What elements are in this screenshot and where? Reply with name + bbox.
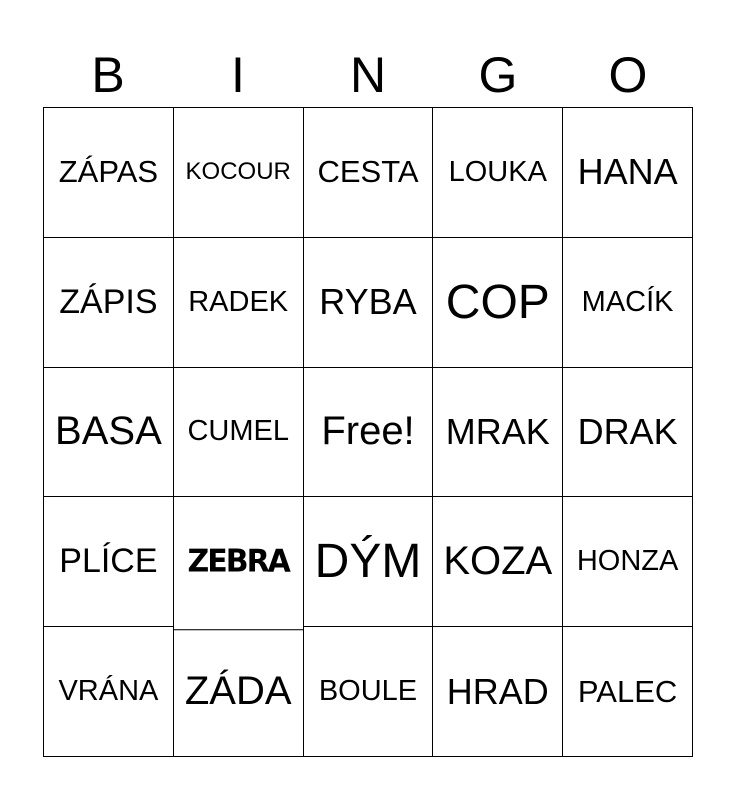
header-letter-b: B xyxy=(91,47,125,103)
bingo-cell[interactable]: KOCOUR xyxy=(174,108,304,238)
bingo-cell[interactable]: DRAK xyxy=(563,368,693,498)
bingo-cell[interactable]: LOUKA xyxy=(433,108,563,238)
bingo-header xyxy=(43,44,693,106)
bingo-cell[interactable]: HANA xyxy=(563,108,693,238)
bingo-cell[interactable]: CUMEL xyxy=(174,368,304,498)
bingo-cell[interactable]: COP xyxy=(433,238,563,368)
bingo-cell[interactable]: MRAK xyxy=(433,368,563,498)
bingo-cell[interactable]: DÝM xyxy=(304,497,434,627)
bingo-cell[interactable]: ZEBRA xyxy=(174,494,304,630)
free-space-cell[interactable]: Free! xyxy=(304,368,434,498)
bingo-cell[interactable]: ZÁDA xyxy=(174,627,304,757)
bingo-cell[interactable]: PLÍCE xyxy=(44,497,174,627)
header-letter-n: N xyxy=(349,47,387,103)
bingo-cell[interactable]: KOZA xyxy=(433,497,563,627)
bingo-cell[interactable]: PALEC xyxy=(563,627,693,757)
bingo-cell[interactable]: HRAD xyxy=(433,627,563,757)
header-letter-o: O xyxy=(608,47,648,103)
bingo-cell[interactable]: RYBA xyxy=(304,238,434,368)
header-letter-g: G xyxy=(478,47,518,103)
header-letter-i: I xyxy=(231,47,245,103)
bingo-cell[interactable]: MACÍK xyxy=(563,238,693,368)
bingo-cell[interactable]: RADEK xyxy=(174,238,304,368)
bingo-cell[interactable]: HONZA xyxy=(563,497,693,627)
bingo-cell[interactable]: BOULE xyxy=(304,627,434,757)
bingo-cell[interactable]: BASA xyxy=(44,368,174,498)
bingo-cell[interactable]: VRÁNA xyxy=(44,627,174,757)
bingo-cell[interactable]: ZÁPAS xyxy=(44,108,174,238)
bingo-cell[interactable]: ZÁPIS xyxy=(44,238,174,368)
bingo-cell[interactable]: CESTA xyxy=(304,108,434,238)
bingo-card xyxy=(43,107,693,757)
